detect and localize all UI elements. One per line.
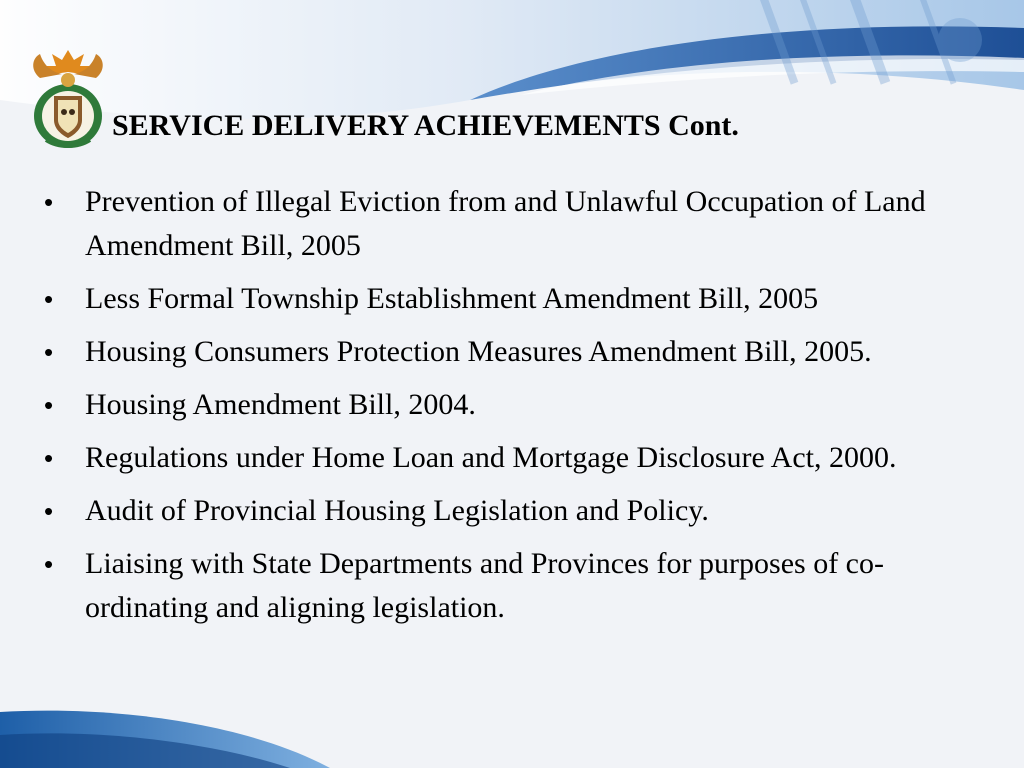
bullet-icon: • [44,496,54,526]
bullet-item [40,180,980,268]
bullet-icon: • [44,337,54,367]
bullet-icon: • [44,284,54,314]
bullet-item [40,489,980,533]
bullet-text: Prevention of Illegal Eviction from and Unlawful Occupation of Land Amendment Bill, 2005 [85,185,926,262]
bullet-item [40,542,980,630]
bullet-text: Liaising with State Departments and Provinces for purposes of co-ordinating and aligning legislation. [85,547,884,624]
bullet-icon: • [44,443,54,473]
coat-of-arms-icon [26,44,110,152]
bullet-item [40,383,980,427]
bullet-item [40,277,980,321]
bullet-list [40,180,980,639]
bullet-text: Housing Amendment Bill, 2004. [85,388,476,421]
bullet-icon: • [44,390,54,420]
bullet-text: Audit of Provincial Housing Legislation and Policy. [85,494,709,527]
bullet-item [40,436,980,480]
bullet-icon: • [44,187,54,217]
bullet-text: Housing Consumers Protection Measures Amendment Bill, 2005. [85,335,872,368]
bullet-text: Less Formal Township Establishment Amendment Bill, 2005 [85,282,819,315]
bullet-icon: • [44,549,54,579]
bullet-item [40,330,980,374]
bullet-text: Regulations under Home Loan and Mortgage Disclosure Act, 2000. [85,441,897,474]
slide-title: SERVICE DELIVERY ACHIEVEMENTS Cont. [112,109,739,142]
